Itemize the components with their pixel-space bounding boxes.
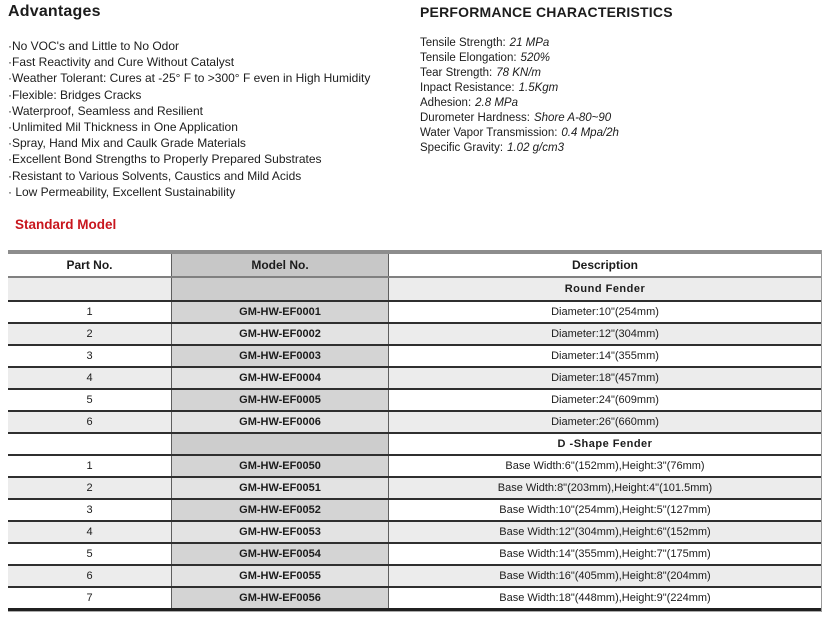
table-row	[8, 366, 821, 388]
description-cell: Base Width:10"(254mm),Height:5"(127mm)	[499, 504, 711, 516]
section-model-cell	[172, 278, 389, 300]
advantage-item: ·Flexible: Bridges Cracks	[8, 87, 142, 102]
advantages-title: Advantages	[8, 3, 101, 20]
part-no-cell: 1	[8, 456, 172, 476]
part-no-cell: 6	[8, 412, 172, 432]
model-no-cell: GM-HW-EF0004	[172, 368, 389, 388]
advantage-item: ·No VOC's and Little to No Odor	[8, 39, 180, 53]
section-model-cell	[172, 434, 389, 454]
description-cell: Base Width:8"(203mm),Height:4"(101.5mm)	[389, 478, 821, 498]
part-no-cell: 4	[8, 522, 172, 542]
performance-value: 21 MPa	[509, 37, 550, 49]
performance-item	[420, 51, 820, 66]
performance-label: Adhesion:	[420, 97, 472, 109]
model-no-cell: GM-HW-EF0006	[172, 412, 389, 432]
table-row	[8, 300, 821, 322]
model-no-cell: GM-HW-EF0052	[172, 500, 389, 520]
table-row	[8, 476, 821, 498]
performance-value: 1.02 g/cm3	[507, 142, 564, 154]
part-no-cell: 2	[8, 478, 172, 498]
advantage-item: ·Resistant to Various Solvents, Caustics and Mild Acids	[8, 168, 302, 183]
description-cell: Base Width:16"(405mm),Height:8"(204mm)	[389, 566, 821, 586]
table-body	[8, 278, 821, 608]
table-row	[8, 388, 821, 410]
column-header-description: Description	[571, 258, 638, 272]
performance-item	[420, 36, 820, 51]
performance-value: 2.8 MPa	[475, 97, 518, 109]
description-cell: Base Width:14"(355mm),Height:7"(175mm)	[499, 548, 711, 560]
part-no-cell: 3	[8, 346, 172, 366]
model-no-cell: GM-HW-EF0001	[172, 302, 389, 322]
model-no-cell: GM-HW-EF0003	[172, 346, 389, 366]
performance-value: Shore A-80~90	[533, 112, 612, 124]
advantage-item: · Low Permeability, Excellent Sustainability	[8, 184, 236, 199]
performance-label: Tensile Strength:	[420, 37, 506, 49]
part-no-cell: 5	[8, 544, 172, 564]
performance-label: Tensile Elongation:	[420, 52, 517, 64]
description-cell: Base Width:6"(152mm),Height:3"(76mm)	[505, 460, 705, 472]
advantage-item: ·Excellent Bond Strengths to Properly Prepared Substrates	[8, 152, 322, 167]
table-row	[8, 344, 821, 366]
description-cell: Diameter:12"(304mm)	[389, 324, 821, 344]
part-no-cell: 2	[8, 324, 172, 344]
part-no-cell: 1	[8, 302, 172, 322]
performance-section	[420, 4, 820, 156]
performance-label: Tear Strength:	[420, 67, 493, 79]
performance-label: Water Vapor Transmission:	[420, 127, 558, 139]
performance-value: 78 KN/m	[496, 67, 541, 79]
advantage-item: ·Fast Reactivity and Cure Without Catalyst	[8, 55, 235, 70]
performance-item	[420, 126, 820, 141]
advantage-item: ·Waterproof, Seamless and Resilient	[8, 103, 203, 118]
column-header-part-no: Part No.	[8, 254, 172, 276]
part-no-cell: 7	[8, 588, 172, 608]
table-row	[8, 498, 821, 520]
standard-model-table	[8, 250, 822, 612]
model-no-cell: GM-HW-EF0054	[172, 544, 389, 564]
advantages-section	[8, 3, 408, 200]
table-row	[8, 586, 821, 608]
performance-item	[420, 111, 820, 126]
column-header-model-no: Model No.	[172, 254, 389, 276]
table-row	[8, 564, 821, 586]
advantages-list	[8, 38, 408, 200]
performance-label: Specific Gravity:	[420, 142, 504, 154]
performance-value: 1.5Kgm	[518, 82, 559, 94]
description-cell: Diameter:14"(355mm)	[551, 350, 659, 362]
table-row	[8, 542, 821, 564]
performance-item	[420, 66, 820, 81]
section-part-cell	[8, 434, 172, 454]
description-cell: Diameter:24"(609mm)	[551, 394, 659, 406]
section-header-row	[8, 278, 821, 300]
performance-value: 0.4 Mpa/2h	[561, 127, 619, 139]
table-row	[8, 454, 821, 476]
description-cell: Diameter:18"(457mm)	[389, 368, 821, 388]
table-row	[8, 410, 821, 432]
part-no-cell: 4	[8, 368, 172, 388]
performance-item	[420, 141, 820, 156]
description-cell: Diameter:26"(660mm)	[389, 412, 821, 432]
performance-value: 520%	[520, 52, 550, 64]
performance-item	[420, 81, 820, 96]
model-no-cell: GM-HW-EF0051	[172, 478, 389, 498]
advantage-item: ·Weather Tolerant: Cures at -25° F to >300° F even in High Humidity	[8, 71, 371, 86]
table-row	[8, 322, 821, 344]
advantage-item: ·Spray, Hand Mix and Caulk Grade Materials	[8, 136, 246, 151]
description-cell: Base Width:12"(304mm),Height:6"(152mm)	[389, 522, 821, 542]
model-no-cell: GM-HW-EF0056	[172, 588, 389, 608]
part-no-cell: 3	[8, 500, 172, 520]
performance-list	[420, 36, 820, 156]
section-name: D -Shape Fender	[557, 438, 653, 450]
table-row	[8, 520, 821, 542]
table-header-row	[8, 254, 821, 276]
advantage-item: ·Unlimited Mil Thickness in One Application	[8, 120, 238, 135]
performance-item	[420, 96, 820, 111]
performance-title: PERFORMANCE CHARACTERISTICS	[420, 4, 673, 20]
standard-model-title: Standard Model	[15, 217, 117, 232]
model-no-cell: GM-HW-EF0053	[172, 522, 389, 542]
performance-label: Durometer Hardness:	[420, 112, 530, 124]
model-no-cell: GM-HW-EF0055	[172, 566, 389, 586]
description-cell: Base Width:18"(448mm),Height:9"(224mm)	[499, 592, 711, 604]
performance-label: Inpact Resistance:	[420, 82, 515, 94]
section-part-cell	[8, 278, 172, 300]
table-bottom-band	[8, 608, 821, 612]
section-name: Round Fender	[389, 278, 821, 300]
part-no-cell: 5	[8, 390, 172, 410]
model-no-cell: GM-HW-EF0050	[172, 456, 389, 476]
description-cell: Diameter:10"(254mm)	[551, 306, 659, 318]
model-no-cell: GM-HW-EF0005	[172, 390, 389, 410]
model-no-cell: GM-HW-EF0002	[172, 324, 389, 344]
section-header-row	[8, 432, 821, 454]
part-no-cell: 6	[8, 566, 172, 586]
